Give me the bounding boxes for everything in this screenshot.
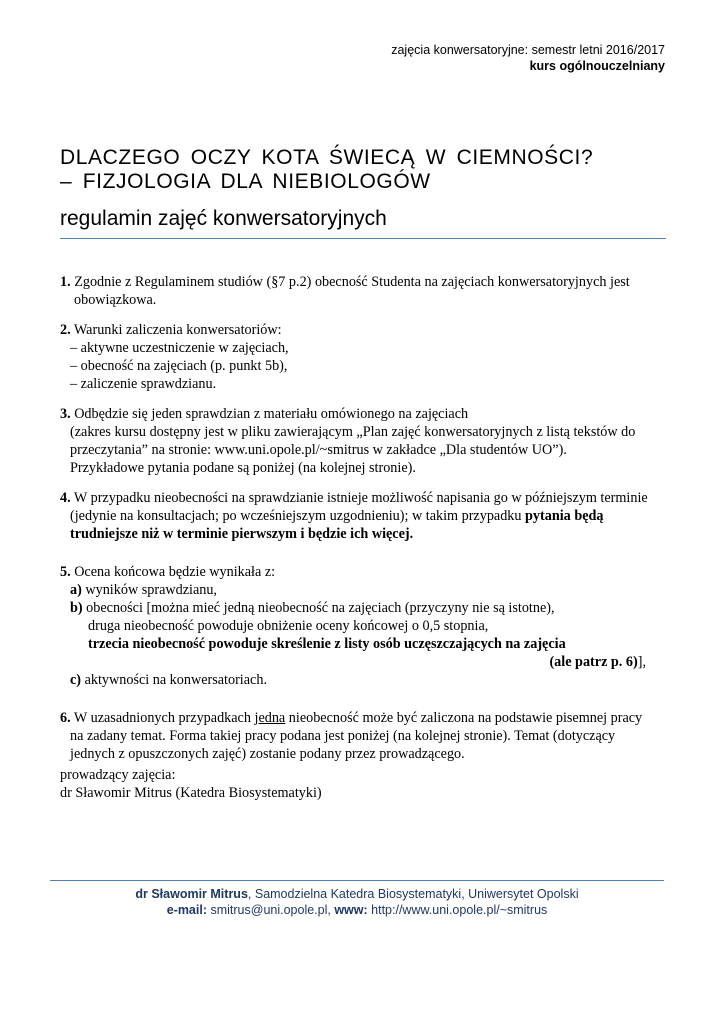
item-text: (jedynie na konsultacjach; po wcześniejszym uzgodnieniu); w takim przypadku <box>70 508 526 524</box>
rule-item-6 <box>60 709 670 763</box>
item-text: aktywności na konwersatoriach. <box>81 672 267 688</box>
item-text: Warunki zaliczenia konwersatoriów: <box>70 322 282 338</box>
footer-rule <box>50 880 664 881</box>
footer <box>50 886 664 918</box>
rule-item-3 <box>60 405 670 477</box>
course-type: kurs ogólnouczelniany <box>529 59 665 73</box>
item-text: Zgodnie z Regulaminem studiów (§7 p.2) obecność Studenta na zajęciach konwersatoryjnych jest <box>70 274 630 290</box>
rules-list <box>60 273 670 775</box>
condition-item: – obecność na zajęciach (p. punkt 5b), <box>70 358 288 374</box>
item-text: nieobecność może być zaliczona na podstawie pisemnej pracy <box>285 710 643 726</box>
bold-text: trzecia nieobecność powoduje skreślenie z listy osób uczęszczających na zajęcia <box>88 636 566 652</box>
signature-name: dr Sławomir Mitrus (Katedra Biosystematyki) <box>60 785 322 801</box>
www-label: www: <box>334 903 368 917</box>
document-subtitle: regulamin zajęć konwersatoryjnych <box>60 207 387 230</box>
rule-item-1 <box>60 273 670 309</box>
bold-text: trudniejsze niż w terminie pierwszym i będzie ich więcej. <box>70 526 414 542</box>
item-text: W uzasadnionych przypadkach <box>70 710 255 726</box>
title-line-2: – FIZJOLOGIA DLA NIEBIOLOGÓW <box>60 170 431 193</box>
condition-item: – zaliczenie sprawdzianu. <box>70 376 217 392</box>
email-label: e-mail: <box>166 903 207 917</box>
title-line-1: DLACZEGO OCZY KOTA ŚWIECĄ W CIEMNOŚCI? <box>60 146 594 169</box>
item-text: W przypadku nieobecności na sprawdzianie istnieje możliwość napisania go w późniejszym terminie <box>70 490 648 506</box>
item-text: przeczytania” na stronie: www.uni.opole.pl/~smitrus w zakładce „Dla studentów UO”). <box>70 442 567 458</box>
title-rule <box>60 238 666 239</box>
sub-label: b) <box>70 600 83 616</box>
signature-block <box>60 766 322 802</box>
item-text: Ocena końcowa będzie wynikała z: <box>70 564 276 580</box>
item-number: 6. <box>60 710 71 726</box>
item-text: wyników sprawdzianu, <box>81 582 217 598</box>
rule-item-5 <box>60 563 670 689</box>
condition-item: – aktywne uczestniczenie w zajęciach, <box>70 340 289 356</box>
item-text: Odbędzie się jeden sprawdzian z materiału omówionego na zajęciach <box>70 406 469 422</box>
document-header <box>391 42 665 74</box>
document-title <box>60 146 593 194</box>
course-semester: zajęcia konwersatoryjne: semestr letni 2016/2017 <box>391 43 665 57</box>
rule-item-4 <box>60 489 670 543</box>
item-text: na zadany temat. Forma takiej pracy podana jest poniżej (na kolejnej stronie). Temat (dotyczący <box>70 728 616 744</box>
sub-label: a) <box>70 582 82 598</box>
item-text: obecności [można mieć jedną nieobecność na zajęciach (przyczyny nie są istotne), <box>82 600 555 616</box>
bold-text: pytania będą <box>525 508 604 524</box>
item-text: obowiązkowa. <box>74 292 157 308</box>
item-number: 2. <box>60 322 71 338</box>
item-text: jednych z opuszczonych zajęć) zostanie podany przez prowadzącego. <box>70 746 465 762</box>
item-number: 1. <box>60 274 71 290</box>
email-link[interactable]: smitrus@uni.opole.pl, <box>207 903 335 917</box>
item-text: (zakres kursu dostępny jest w pliku zawierającym „Plan zajęć konwersatoryjnych z listą tekstów do <box>70 424 636 440</box>
sub-label: c) <box>70 672 82 688</box>
item-text: ], <box>637 654 646 670</box>
item-text: Przykładowe pytania podane są poniżej (na kolejnej stronie). <box>70 460 416 476</box>
bold-text: (ale patrz p. 6) <box>549 654 638 670</box>
footer-author: dr Sławomir Mitrus <box>135 887 248 901</box>
rule-item-2 <box>60 321 670 393</box>
item-text: druga nieobecność powoduje obniżenie oceny końcowej o 0,5 stopnia, <box>88 618 489 634</box>
item-number: 4. <box>60 490 71 506</box>
footer-affiliation: , Samodzielna Katedra Biosystematyki, Uniwersytet Opolski <box>247 887 579 901</box>
item-number: 3. <box>60 406 71 422</box>
website-link[interactable]: http://www.uni.opole.pl/~smitrus <box>367 903 548 917</box>
underlined-text: jedna <box>254 710 286 726</box>
signature-label: prowadzący zajęcia: <box>60 767 176 783</box>
item-number: 5. <box>60 564 71 580</box>
